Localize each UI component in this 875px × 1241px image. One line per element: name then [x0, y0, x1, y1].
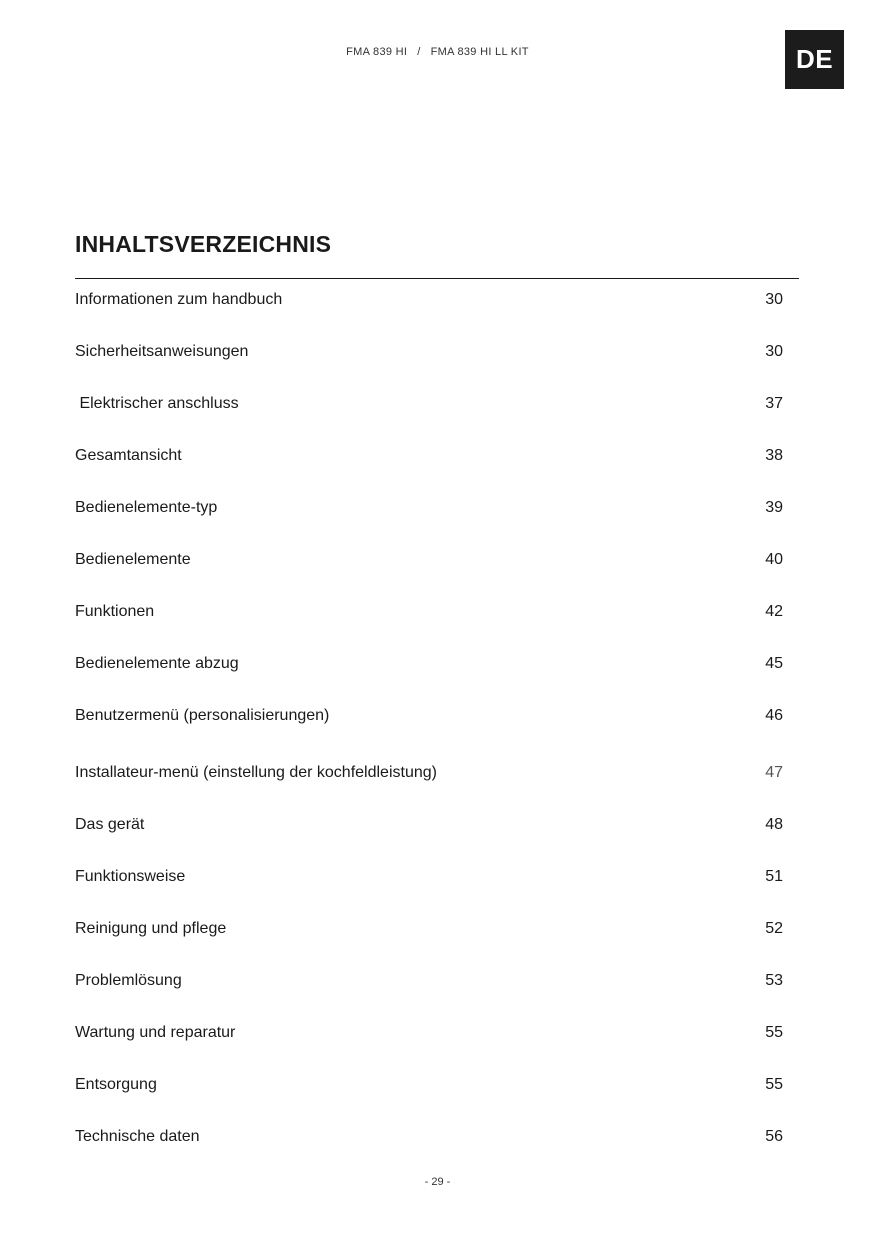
toc-entry-page: 53 [765, 972, 783, 989]
toc-entry-label: Bedienelemente-typ [75, 499, 218, 516]
toc-entry[interactable] [75, 600, 783, 624]
toc-entry-page: 30 [765, 343, 783, 360]
toc-entry[interactable] [75, 1125, 783, 1149]
toc-title: INHALTSVERZEICHNIS [75, 231, 332, 257]
toc-entry-label: Benutzermenü (personalisierungen) [75, 707, 330, 724]
toc-divider [75, 278, 799, 279]
page-number: - 29 - [424, 1176, 451, 1188]
toc-entry-page: 48 [765, 816, 783, 833]
toc-entry[interactable] [75, 288, 783, 312]
toc-entry-label: Technische daten [75, 1128, 200, 1145]
toc-entry-label: Elektrischer anschluss [75, 395, 239, 412]
toc-entry-label: Reinigung und pflege [75, 920, 227, 937]
toc-entry[interactable] [75, 1021, 783, 1045]
toc-entry-page: 30 [765, 291, 783, 308]
toc-entry-page: 46 [765, 707, 783, 724]
toc-entry[interactable] [75, 548, 783, 572]
model-name-2: FMA 839 HI LL KIT [430, 46, 529, 58]
toc-entry[interactable] [75, 496, 783, 520]
toc-entry-label: Bedienelemente abzug [75, 655, 239, 672]
toc-entry-label: Funktionen [75, 603, 155, 620]
toc-entry[interactable] [75, 761, 783, 785]
toc-entry-label: Sicherheitsanweisungen [75, 343, 249, 360]
toc-entry[interactable] [75, 917, 783, 941]
toc-entry-label: Installateur-menü (einstellung der kochfeldleistung) [75, 764, 437, 781]
toc-entry[interactable] [75, 340, 783, 364]
toc-entry-page: 56 [765, 1128, 783, 1145]
model-name-1: FMA 839 HI [346, 46, 408, 58]
toc-entry[interactable] [75, 444, 783, 468]
toc-entry-page: 52 [765, 920, 783, 937]
toc-entry-page: 51 [765, 868, 783, 885]
model-separator: / [417, 46, 421, 58]
toc-entry[interactable] [75, 1073, 783, 1097]
toc-entry-page: 42 [765, 603, 783, 620]
toc-entry-page: 38 [765, 447, 783, 464]
toc-entry-page: 55 [765, 1076, 783, 1093]
toc-entry-label: Problemlösung [75, 972, 182, 989]
toc-entry-page: 39 [765, 499, 783, 516]
toc-entry-page: 45 [765, 655, 783, 672]
toc-entry-label: Wartung und reparatur [75, 1024, 236, 1041]
toc-entry-label: Bedienelemente [75, 551, 191, 568]
language-badge: DE [785, 30, 844, 89]
header-model-names [0, 46, 875, 58]
toc-entry[interactable] [75, 969, 783, 993]
toc-entry[interactable] [75, 704, 783, 728]
toc-entry-page: 37 [765, 395, 783, 412]
toc-entry-label: Das gerät [75, 816, 145, 833]
toc-entry-label: Funktionsweise [75, 868, 186, 885]
toc-entry[interactable] [75, 652, 783, 676]
toc-entry-label: Informationen zum handbuch [75, 291, 283, 308]
toc-entry-page: 55 [765, 1024, 783, 1041]
toc-entry[interactable] [75, 813, 783, 837]
toc-entry-page: 40 [765, 551, 783, 568]
toc-entry-page: 47 [765, 764, 783, 781]
toc-entry[interactable] [75, 865, 783, 889]
toc-entry-label: Gesamtansicht [75, 447, 182, 464]
toc-entry[interactable] [75, 392, 783, 416]
toc-entry-label: Entsorgung [75, 1076, 157, 1093]
